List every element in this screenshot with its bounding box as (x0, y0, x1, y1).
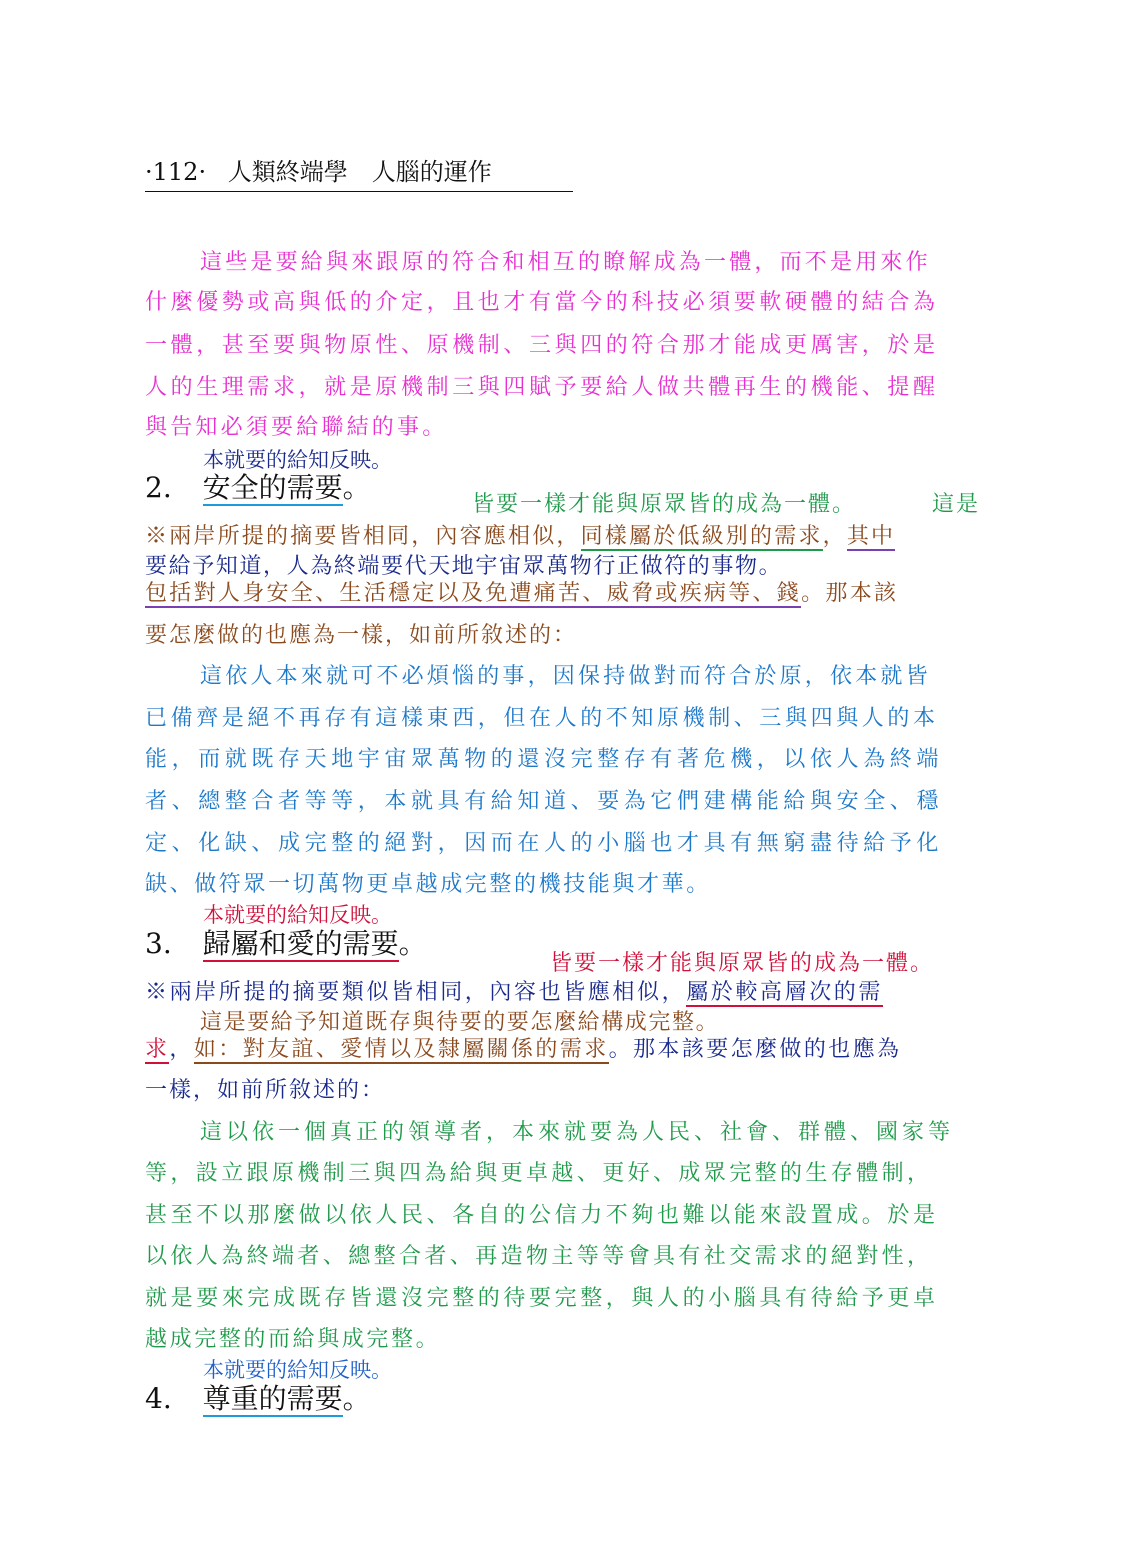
para3-line-1: 這以依一個真正的領導者，本來就要為人民、社會、群體、國家等 (200, 1120, 955, 1145)
section3-heading (145, 927, 427, 960)
para2-line-6: 缺、做符眾一切萬物更卓越成完整的機技能與才華。 (145, 872, 711, 897)
section2-line1-d: 其中 (846, 524, 896, 549)
section3-note-right: 皆要一樣才能與原眾皆的成為一體。 (550, 951, 935, 976)
section3-note-mid: 這是要給予知道既存與待要的要怎麼給構成完整。 (200, 1010, 720, 1035)
para2-line-4: 者、總整合者等等，本就具有給知道、要為它們建構能給與安全、穩 (145, 789, 944, 814)
section3-title-end: 。 (398, 927, 427, 960)
section2-note-right-2: 這是 (932, 492, 981, 517)
section2-line3-b: 。那本該 (801, 581, 899, 606)
para3-line-2: 等，設立跟原機制三與四為給與更卓越、更好、成眾完整的生存體制， (145, 1161, 933, 1186)
section3-line-1 (145, 982, 883, 1004)
section2-line1-c: ， (822, 524, 847, 549)
section2-line3-a: 包括對人身安全、生活穩定以及免遭痛苦、威脅或疾病等、錢 (145, 581, 802, 606)
para1-line-4: 人的生理需求，就是原機制三與四賦予要給人做共體再生的機能、提醒 (145, 375, 939, 400)
section2-line-2: 要給予知道，人為終端要代天地宇宙眾萬物行正做符的事物。 (145, 554, 783, 579)
section2-line1-a: ※兩岸所提的摘要皆相同，內容應相似， (145, 524, 581, 549)
section2-line-1 (145, 526, 895, 548)
section4-number: 4. (145, 1382, 172, 1415)
section3-line2-c: 如：對友誼、愛情以及隸屬關係的需求 (193, 1037, 609, 1062)
section4-heading (145, 1382, 371, 1415)
running-header (145, 152, 573, 192)
para1-line-5: 與告知必須要給聯結的事。 (145, 415, 448, 440)
section3-note-above: 本就要的給知反映。 (203, 903, 392, 927)
para2-line-3: 能，而就既存天地宇宙眾萬物的還沒完整存有著危機，以依人為終端 (145, 747, 944, 772)
section2-line1-b: 同樣屬於低級別的需求 (580, 524, 823, 549)
para3-line-6: 越成完整的而給與成完整。 (145, 1327, 441, 1352)
section3-title: 歸屬和愛的需要 (202, 927, 399, 960)
section3-line1-b: 屬於較高層次的需 (686, 980, 884, 1005)
section4-title-end: 。 (342, 1382, 371, 1415)
para3-line-5: 就是要來完成既存皆還沒完整的待要完整，與人的小腦具有待給予更卓 (145, 1286, 939, 1311)
section2-note-right: 皆要一樣才能與原眾皆的成為一體。 (472, 492, 857, 517)
page-number: ·112· (145, 158, 207, 186)
para2-line-2: 已備齊是絕不再存有這樣東西，但在人的不知原機制、三與四與人的本 (145, 706, 939, 731)
section3-line2-a: 求 (145, 1037, 170, 1062)
para3-line-4: 以依人為終端者、總整合者、再造物主等等會具有社交需求的絕對性， (145, 1244, 933, 1269)
section3-line2-b: ， (169, 1037, 194, 1062)
section3-line2-d: 。那本該要怎麼做的也應為 (608, 1037, 902, 1062)
para2-line-5: 定、化缺、成完整的絕對，因而在人的小腦也才具有無窮盡待給予化 (145, 831, 944, 856)
para2-line-1: 這依人本來就可不必煩惱的事，因保持做對而符合於原，依本就皆 (200, 664, 931, 689)
section2-title-end: 。 (342, 471, 371, 504)
section4-title: 尊重的需要 (202, 1382, 343, 1415)
para3-line-3: 甚至不以那麼做以依人民、各自的公信力不夠也難以能來設置成。於是 (145, 1203, 939, 1228)
section2-note-above: 本就要的給知反映。 (203, 448, 392, 472)
section2-line-4: 要怎麼做的也應為一樣，如前所敘述的： (145, 623, 578, 648)
section3-number: 3. (145, 927, 172, 960)
para1-line-2: 什麼優勢或高與低的介定，且也才有當今的科技必須要軟硬體的結合為 (145, 290, 939, 315)
para1-line-3: 一體，甚至要與物原性、原機制、三與四的符合那才能成更厲害，於是 (145, 333, 939, 358)
section2-number: 2. (145, 471, 172, 504)
section3-line-2 (145, 1039, 901, 1061)
section3-line1-a: ※兩岸所提的摘要類似皆相同，內容也皆應相似， (145, 980, 687, 1005)
book-title: 人類終端學 人腦的運作 (227, 158, 492, 186)
section2-heading (145, 471, 371, 504)
section2-title: 安全的需要 (202, 471, 343, 504)
para1-line-1: 這些是要給與來跟原的符合和相互的瞭解成為一體，而不是用來作 (200, 250, 931, 275)
section2-line-3 (145, 583, 898, 605)
section3-line-3: 一樣，如前所敘述的： (145, 1078, 386, 1103)
section4-note-above: 本就要的給知反映。 (203, 1358, 392, 1382)
